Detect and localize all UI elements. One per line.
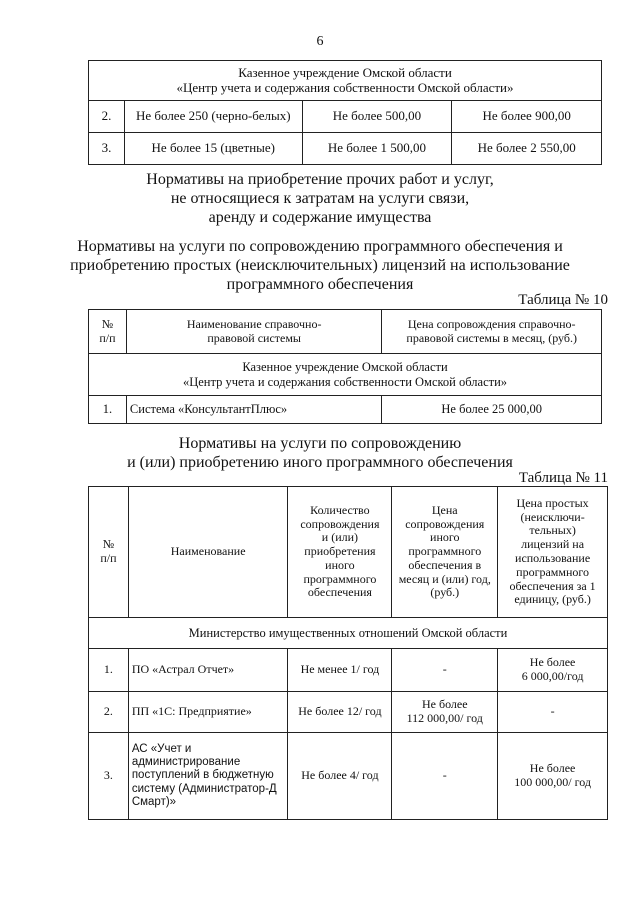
row-number: 1. — [89, 396, 127, 424]
cell-price: - — [392, 649, 498, 692]
header-text: Количество — [310, 502, 370, 517]
header-number — [89, 487, 129, 618]
heading-line: не относящиеся к затратам на услуги связи, — [170, 190, 470, 207]
heading-line: Нормативы на услуги по сопровождению — [178, 435, 462, 452]
table-row — [89, 396, 602, 424]
header-text: единицу, (руб.) — [514, 592, 591, 607]
header-price — [392, 487, 498, 618]
cell-name: ПП «1С: Предприятие» — [128, 692, 288, 733]
header-text: Цена сопровождения справочно- — [407, 316, 576, 331]
header-price — [382, 310, 602, 354]
org-line-2: «Центр учета и содержания собственности Омской области» — [182, 374, 508, 389]
cell-text: АС «Учет и — [131, 742, 192, 755]
header-text: месяц и (или) год, — [398, 571, 491, 586]
cell-text: систему (Администратор-Д — [131, 782, 277, 795]
table-row — [89, 133, 602, 165]
cell-quantity: Не более 15 (цветные) — [124, 133, 302, 165]
header-text: сопровождения — [405, 516, 485, 531]
row-number: 2. — [89, 101, 125, 133]
cell-name — [128, 733, 288, 820]
header-text: и (или) — [321, 530, 359, 545]
header-text: Цена — [431, 502, 458, 517]
cell-license-price — [498, 649, 608, 692]
header-text: п/п — [99, 330, 116, 345]
org-line-1: Казенное учреждение Омской области — [242, 360, 448, 375]
header-quantity — [288, 487, 392, 618]
org-line-2: «Центр учета и содержания собственности Омской области» — [176, 79, 514, 95]
cell-text: Не более — [529, 655, 576, 670]
cell-text: администрирование — [131, 756, 241, 769]
cell-text: Не более — [529, 761, 576, 776]
header-text: обеспечения — [307, 585, 372, 600]
table-header — [89, 487, 608, 618]
org-cell — [89, 354, 602, 396]
cell-quantity: Не более 250 (черно-белых) — [124, 101, 302, 133]
cell-text: поступлений в бюджетную — [131, 769, 274, 782]
header-text: иного — [430, 530, 460, 545]
heading-line: программного обеспечения — [226, 276, 414, 293]
header-text: использование — [515, 551, 591, 565]
header-license-price — [498, 487, 608, 618]
cell-price: Не более 25 000,00 — [382, 396, 602, 424]
heading-software-support — [0, 237, 640, 294]
heading-line: приобретению простых (неисключительных) лицензий на использование — [70, 257, 570, 274]
table-11-label: Таблица № 11 — [518, 470, 608, 486]
cell-text: 112 000,00/ год — [406, 711, 483, 725]
heading-other-works — [0, 170, 640, 227]
cell-price: - — [392, 733, 498, 820]
table-header — [89, 310, 602, 354]
cell-license-price: - — [498, 692, 608, 733]
row-number: 2. — [89, 692, 129, 733]
page-number: 6 — [316, 34, 324, 49]
header-text: программного — [408, 544, 482, 559]
org-cell — [89, 61, 602, 101]
row-number: 1. — [89, 649, 129, 692]
header-text: программного — [303, 571, 377, 586]
heading-line: и (или) приобретению иного программного обеспечения — [127, 454, 513, 471]
header-name: Наименование — [128, 487, 288, 618]
heading-line: Нормативы на приобретение прочих работ и услуг, — [146, 171, 494, 188]
table-10-label: Таблица № 10 — [518, 292, 608, 308]
header-text: сопровождения — [300, 516, 380, 531]
header-text: № — [102, 537, 115, 552]
header-text: Цена простых — [516, 495, 589, 510]
cell-price: Не более 500,00 — [302, 101, 452, 133]
cell-text: 100 000,00/ год — [514, 775, 591, 789]
header-name — [126, 310, 382, 354]
header-text: тельных) — [529, 523, 576, 538]
heading-line: Нормативы на услуги по сопровождению программного обеспечения и — [77, 238, 563, 255]
table-continued — [88, 60, 602, 165]
cell-quantity: Не более 12/ год — [288, 692, 392, 733]
header-text: Наименование справочно- — [186, 316, 322, 331]
header-text: приобретения — [304, 544, 376, 559]
cell-price: Не более 2 550,00 — [452, 133, 602, 165]
cell-text: Смарт)» — [131, 795, 177, 808]
header-text: (неисключи- — [520, 509, 585, 524]
header-text: обеспечения за 1 — [509, 578, 596, 593]
table-row — [89, 692, 608, 733]
cell-quantity: Не более 4/ год — [288, 733, 392, 820]
header-text: № — [101, 316, 114, 331]
header-number — [89, 310, 127, 354]
cell-price: Не более 900,00 — [452, 101, 602, 133]
table-11 — [88, 486, 608, 820]
row-number: 3. — [89, 133, 125, 165]
header-text: лицензий на — [521, 537, 585, 552]
table-10 — [88, 309, 602, 424]
cell-price: Не более 1 500,00 — [302, 133, 452, 165]
org-line-1: Казенное учреждение Омской области — [238, 64, 452, 80]
cell-name: ПО «Астрал Отчет» — [128, 649, 288, 692]
header-text: (руб.) — [430, 585, 460, 600]
cell-license-price — [498, 733, 608, 820]
heading-line: аренду и содержание имущества — [208, 209, 432, 226]
header-text: обеспечения в — [408, 557, 482, 572]
header-text: иного — [325, 557, 355, 572]
cell-text: Не более — [421, 697, 468, 712]
cell-name: Система «КонсультантПлюс» — [126, 396, 382, 424]
table-row — [89, 101, 602, 133]
header-text: п/п — [100, 551, 117, 565]
header-text: правовой системы в месяц, (руб.) — [406, 330, 577, 345]
cell-price — [392, 692, 498, 733]
heading-other-software — [0, 434, 640, 472]
table-row — [89, 733, 608, 820]
org-cell: Министерство имущественных отношений Омской области — [89, 618, 608, 649]
header-text: правовой системы — [207, 330, 301, 345]
header-text: программного — [516, 564, 590, 579]
cell-quantity: Не менее 1/ год — [288, 649, 392, 692]
row-number: 3. — [89, 733, 129, 820]
table-row — [89, 649, 608, 692]
cell-text: 6 000,00/год — [521, 669, 584, 683]
